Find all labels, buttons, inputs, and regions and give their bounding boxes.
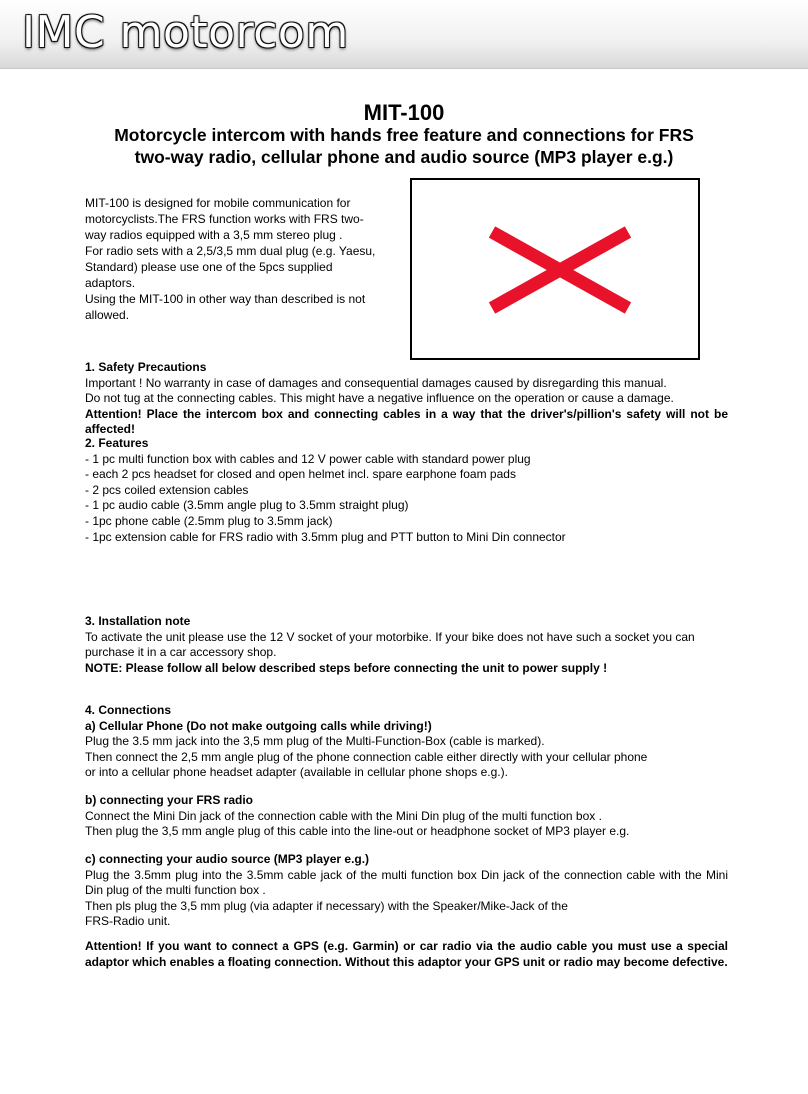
header-bar: [0, 0, 808, 69]
safety-heading: 1. Safety Precautions: [85, 360, 207, 374]
connection-c-line-3: FRS-Radio unit.: [85, 914, 171, 929]
intro-paragraph-3: Using the MIT-100 in other way than described is not allowed.: [85, 292, 366, 322]
installation-heading: 3. Installation note: [85, 614, 191, 628]
subtitle-line-1: Motorcycle intercom with hands free feature and connections for FRS: [114, 125, 694, 145]
feature-item: - 1 pc multi function box with cables and 12 V power cable with standard power plug: [85, 451, 531, 466]
product-image-placeholder: [410, 178, 700, 360]
connection-b-line-2: Then plug the 3,5 mm angle plug of this cable into the line-out or headphone socket of MP3 player e.g.: [85, 824, 630, 839]
features-section: [85, 436, 728, 545]
intro-text: [85, 195, 385, 323]
features-heading: 2. Features: [85, 436, 149, 450]
safety-attention: Attention! Place the intercom box and connecting cables in a way that the driver's/pillion's safety will not be affected!: [85, 406, 728, 437]
connection-a-line-1: Plug the 3.5 mm jack into the 3,5 mm plug of the Multi-Function-Box (cable is marked).: [85, 734, 545, 749]
connection-a-line-3: or into a cellular phone headset adapter (available in cellular phone shops e.g.).: [85, 765, 508, 780]
subtitle-line-2: two-way radio, cellular phone and audio source (MP3 player e.g.): [134, 147, 674, 167]
connection-c-line-2: Then pls plug the 3,5 mm plug (via adapter if necessary) with the Speaker/Mike-Jack of the: [85, 898, 568, 913]
page-subtitle: [60, 124, 748, 168]
feature-item: - 2 pcs coiled extension cables: [85, 482, 249, 497]
feature-item: - 1pc phone cable (2.5mm plug to 3.5mm jack): [85, 513, 333, 528]
safety-section: [85, 360, 728, 438]
connection-c-heading: c) connecting your audio source (MP3 player e.g.): [85, 852, 370, 866]
feature-item: - 1 pc audio cable (3.5mm angle plug to 3.5mm straight plug): [85, 498, 409, 513]
safety-line-1: Important ! No warranty in case of damages and consequential damages caused by disregarding this manual.: [85, 375, 667, 390]
connection-a-heading: a) Cellular Phone (Do not make outgoing calls while driving!): [85, 718, 432, 733]
connection-c-line-1: Plug the 3.5mm plug into the 3.5mm cable jack of the multi function box Din jack of the connection cable with the Mini Din plug of the multi function box .: [85, 867, 728, 898]
intro-paragraph-1: MIT-100 is designed for mobile communication for motorcyclists.The FRS function works with FRS two-way radios equipped with a 3,5 mm stereo plug .: [85, 196, 364, 242]
page-title: MIT-100: [363, 100, 445, 125]
feature-item: - each 2 pcs headset for closed and open helmet incl. spare earphone foam pads: [85, 467, 516, 482]
brand-logo: IMC motorcom: [22, 7, 349, 58]
connection-a-line-2: Then connect the 2,5 mm angle plug of the phone connection cable either directly with your cellular phone: [85, 749, 648, 764]
connections-heading: 4. Connections: [85, 703, 172, 717]
intro-paragraph-2: For radio sets with a 2,5/3,5 mm dual plug (e.g. Yaesu, Standard) please use one of the 5pcs supplied adaptors.: [85, 244, 376, 290]
connection-b-line-1: Connect the Mini Din jack of the connection cable with the Mini Din plug of the multi function box .: [85, 808, 602, 823]
connections-section: [85, 703, 728, 781]
gps-attention: Attention! If you want to connect a GPS (e.g. Garmin) or car radio via the audio cable you must use a special adaptor which enables a floating connection. Without this adaptor your GPS unit or radio may become defective.: [85, 939, 728, 969]
broken-image-x-icon: [412, 180, 698, 358]
installation-note: NOTE: Please follow all below described steps before connecting the unit to power supply !: [85, 660, 608, 675]
installation-section: [85, 614, 728, 676]
connection-b-heading: b) connecting your FRS radio: [85, 793, 254, 807]
connection-b-section: [85, 793, 728, 840]
connection-c-section: [85, 852, 728, 930]
gps-attention-section: [85, 939, 728, 970]
safety-line-2: Do not tug at the connecting cables. This might have a negative influence on the operation or cause a damage.: [85, 391, 674, 406]
installation-line-1: To activate the unit please use the 12 V socket of your motorbike. If your bike does not have such a socket you can purchase it in a car accessory shop.: [85, 629, 695, 660]
feature-item: - 1pc extension cable for FRS radio with 3.5mm plug and PTT button to Mini Din connector: [85, 529, 566, 544]
